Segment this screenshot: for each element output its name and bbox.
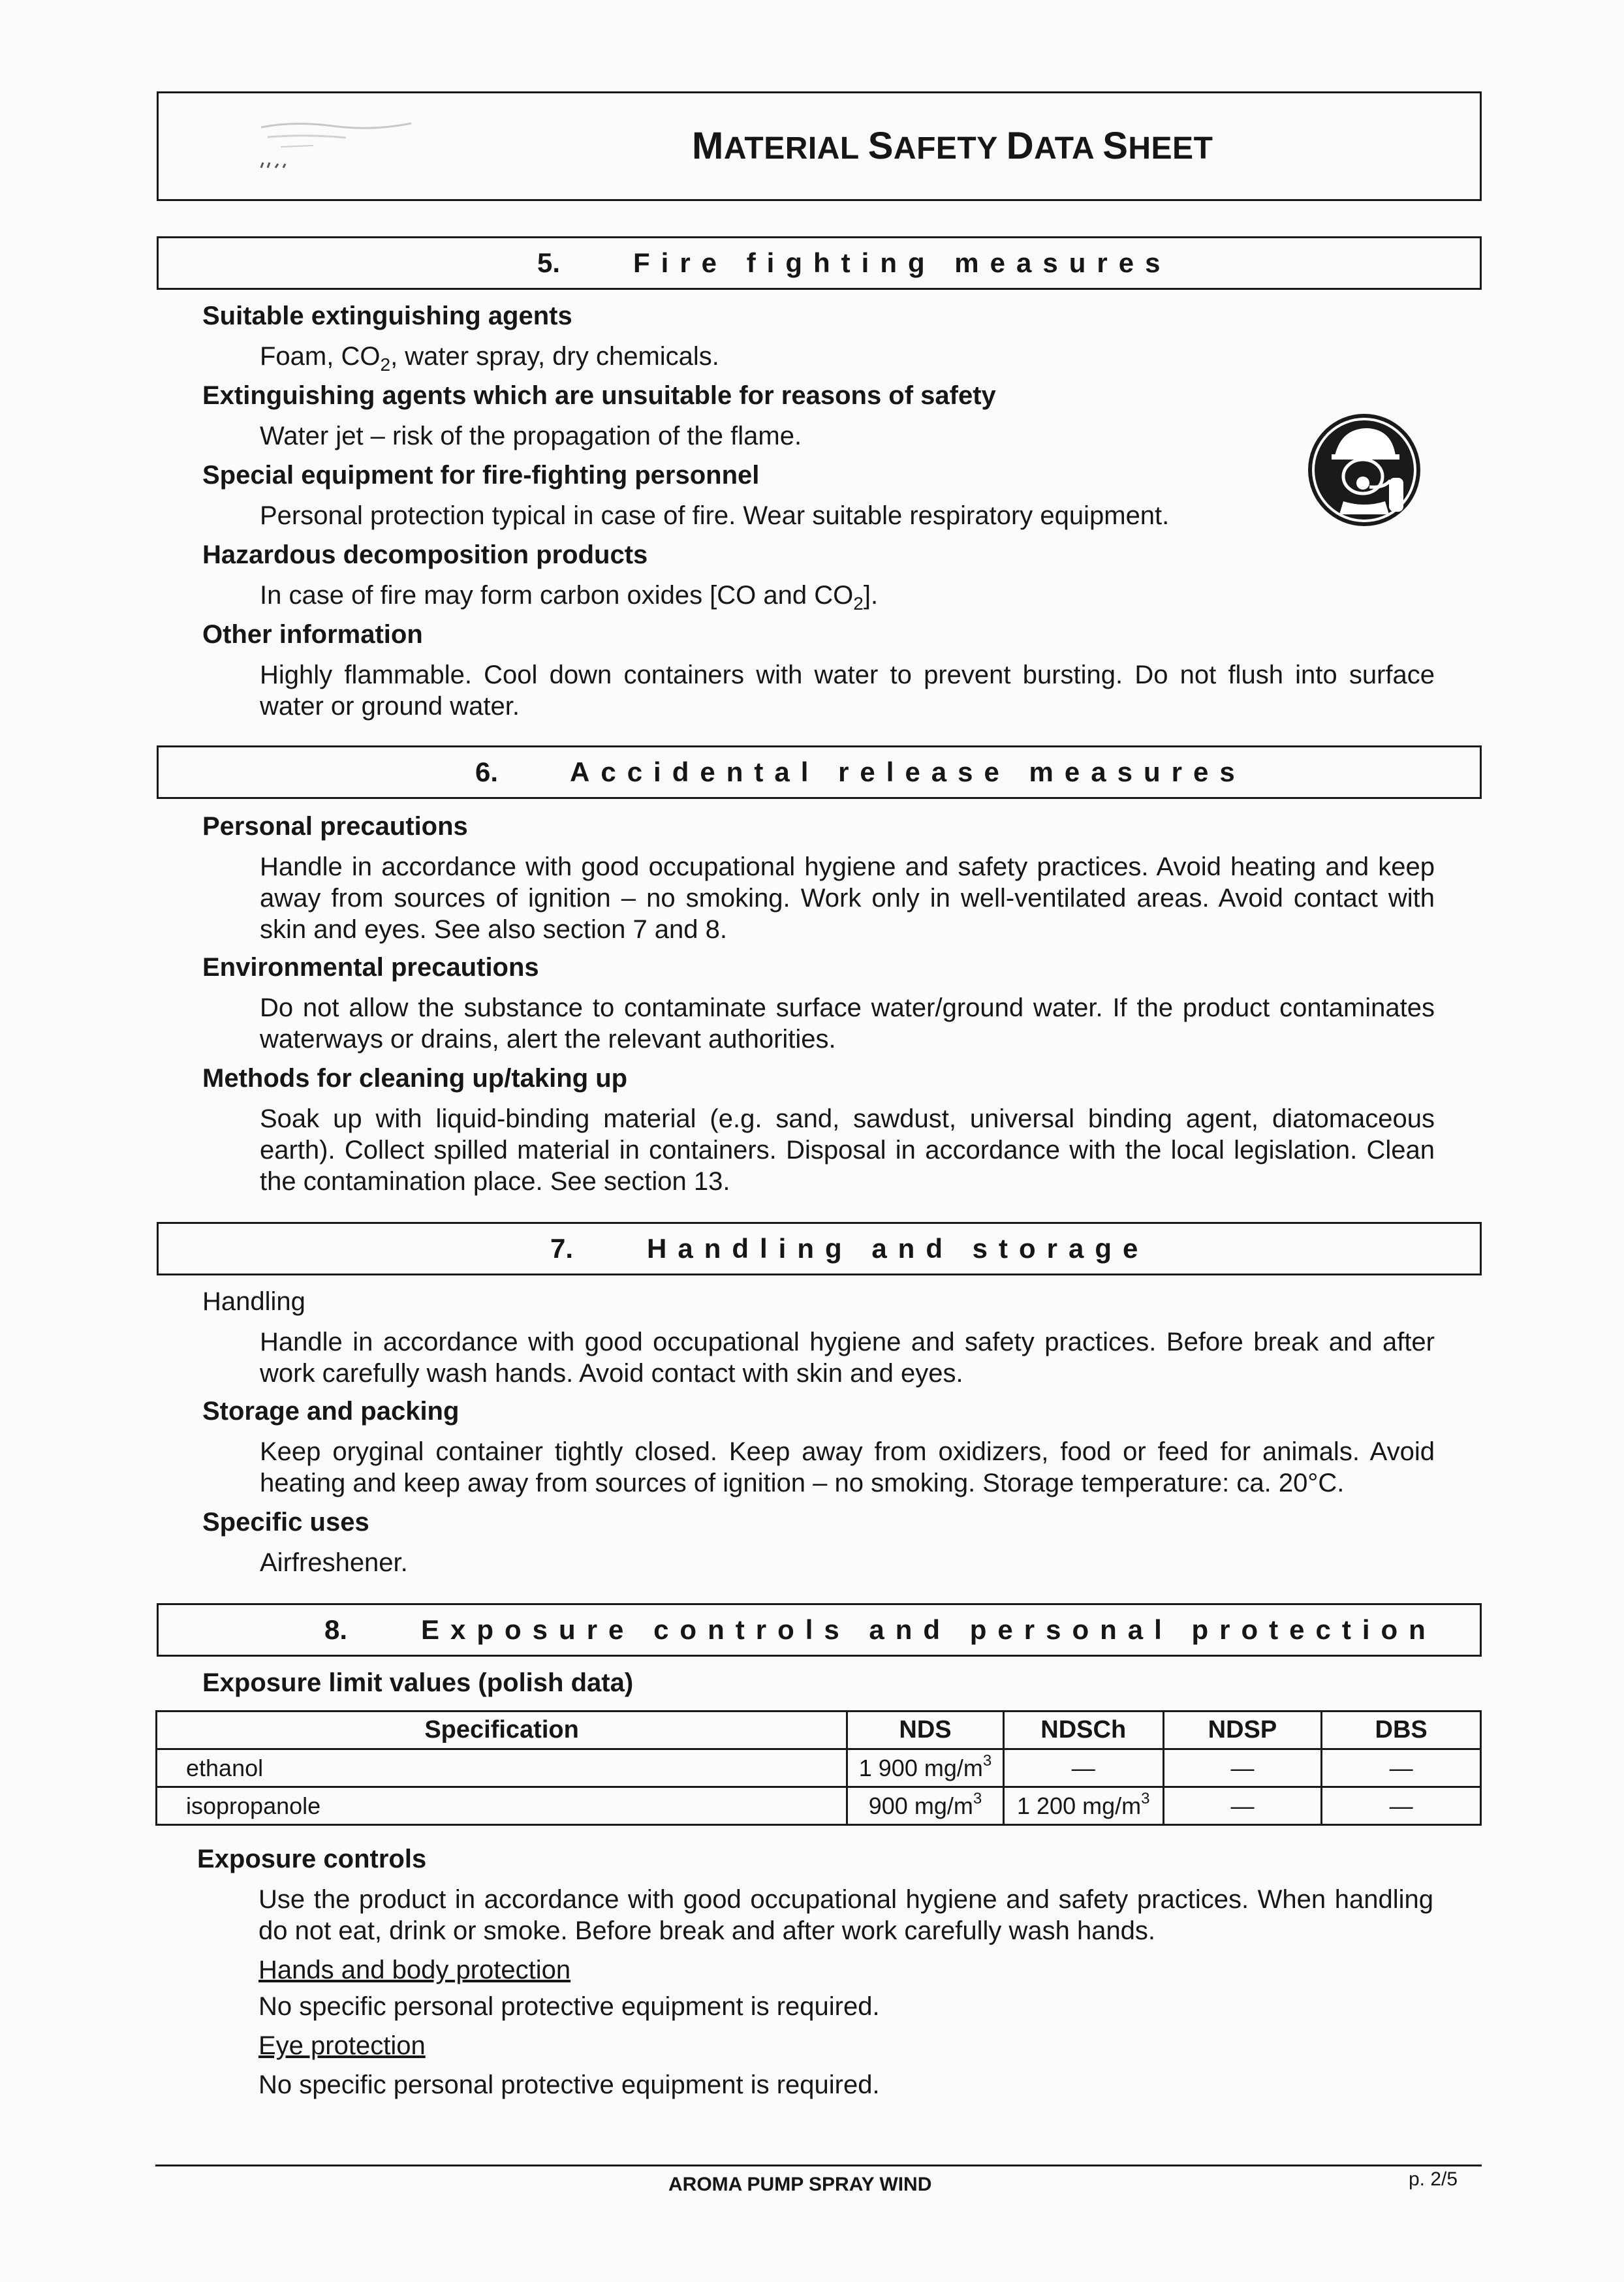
table-row	[157, 1749, 1481, 1787]
text-eye-protection: No specific personal protective equipment is required.	[258, 2071, 880, 2099]
cell-nds: 1 900 $mg/m^3$	[847, 1749, 1004, 1787]
heading-other-information: Other information	[202, 620, 423, 649]
firefighter-respirator-icon	[1305, 410, 1426, 534]
cell-specification: ethanol	[157, 1749, 847, 1787]
cell-specification: isopropanole	[157, 1787, 847, 1825]
subheading-hands-body-protection: Hands and body protection	[258, 1956, 571, 1984]
text-hands-body-protection: No specific personal protective equipment is required.	[258, 1992, 880, 2021]
footer-product-name: AROMA PUMP SPRAY WIND	[668, 2174, 932, 2195]
text-special-equipment: Personal protection typical in case of fire. Wear suitable respiratory equipment.	[260, 501, 1170, 530]
text-specific-uses: Airfreshener.	[260, 1548, 408, 1577]
text-decomposition-products: In case of fire may form carbon oxides [CO and $CO_2$].	[260, 581, 879, 614]
document-title: MATERIAL SAFETY DATA SHEET	[692, 125, 1213, 167]
column-header-specification: Specification	[157, 1712, 847, 1749]
section-number: 7.	[550, 1233, 574, 1264]
section-7-header	[157, 1222, 1482, 1275]
text-cleaning-methods: Soak up with liquid-binding material (e.g. sand, sawdust, universal binding agent, diatomaceous earth). Collect spilled material in containers. Disposal in accordance with the local legislation. Clean the contamination place. See section 13.	[260, 1104, 1435, 1196]
text-environmental-precautions: Do not allow the substance to contaminate surface water/ground water. If the product contaminates waterways or drains, alert the relevant authorities.	[260, 993, 1435, 1054]
heading-environmental-precautions: Environmental precautions	[202, 953, 539, 982]
heading-suitable-agents: Suitable extinguishing agents	[202, 302, 572, 330]
text-exposure-controls: Use the product in accordance with good occupational hygiene and safety practices. When handling do not eat, drink or smoke. Before break and after work carefully wash hands.	[258, 1885, 1433, 1945]
section-title: Exposure controls and personal protection	[421, 1614, 1437, 1645]
column-header-ndsp: NDSP	[1163, 1712, 1322, 1749]
heading-cleaning-methods: Methods for cleaning up/taking up	[202, 1064, 628, 1093]
section-title: Accidental release measures	[570, 757, 1246, 787]
text-handling: Handle in accordance with good occupational hygiene and safety practices. Before break and after work carefully wash hands. Avoid contact with skin and eyes.	[260, 1328, 1435, 1388]
heading-handling: Handling	[202, 1287, 305, 1316]
heading-decomposition-products: Hazardous decomposition products	[202, 540, 648, 569]
footer-page-number: p. 2/5	[1409, 2168, 1458, 2190]
text-unsuitable-agents: Water jet – risk of the propagation of the flame.	[260, 422, 802, 450]
heading-special-equipment: Special equipment for fire-fighting personnel	[202, 461, 760, 490]
section-5-header	[157, 236, 1482, 290]
column-header-ndsch: NDSCh	[1003, 1712, 1163, 1749]
heading-personal-precautions: Personal precautions	[202, 812, 468, 841]
section-number: 8.	[324, 1614, 348, 1645]
column-header-nds: NDS	[847, 1712, 1004, 1749]
cell-ndsch: 1 200 $mg/m^3$	[1003, 1787, 1163, 1825]
section-title: Handling and storage	[647, 1233, 1149, 1264]
section-8-header	[157, 1603, 1482, 1657]
heading-unsuitable-agents: Extinguishing agents which are unsuitable for reasons of safety	[202, 381, 996, 410]
cell-dbs: —	[1322, 1787, 1481, 1825]
section-number: 5.	[537, 247, 561, 278]
cell-dbs: —	[1322, 1749, 1481, 1787]
table-row	[157, 1787, 1481, 1825]
cell-nds: 900 $mg/m^3$	[847, 1787, 1004, 1825]
section-title: Fire fighting measures	[633, 247, 1172, 278]
text-suitable-agents: Foam, $CO_2$, water spray, dry chemicals.	[260, 342, 719, 375]
text-personal-precautions: Handle in accordance with good occupational hygiene and safety practices. Avoid heating and keep away from sources of ignition – no smoking. Work only in well-ventilated areas. Avoid contact with skin and eyes. See also section 7 and 8.	[260, 852, 1435, 944]
column-header-dbs: DBS	[1322, 1712, 1481, 1749]
heading-exposure-limits: Exposure limit values (polish data)	[202, 1668, 634, 1697]
heading-storage-packing: Storage and packing	[202, 1397, 460, 1426]
cell-ndsp: —	[1163, 1787, 1322, 1825]
text-storage-packing: Keep oryginal container tightly closed. Keep away from oxidizers, food or feed for animals. Avoid heating and keep away from sources of ignition – no smoking. Storage temperature: ca. 20°C.	[260, 1437, 1435, 1497]
section-number: 6.	[475, 757, 499, 787]
heading-specific-uses: Specific uses	[202, 1508, 369, 1537]
cell-ndsch: —	[1003, 1749, 1163, 1787]
heading-exposure-controls: Exposure controls	[197, 1845, 427, 1873]
subheading-eye-protection: Eye protection	[258, 2031, 426, 2060]
exposure-limits-table	[155, 1710, 1482, 1826]
section-6-header	[157, 745, 1482, 799]
cell-ndsp: —	[1163, 1749, 1322, 1787]
text-other-information: Highly flammable. Cool down containers with water to prevent bursting. Do not flush into surface water or ground water.	[260, 661, 1435, 721]
faded-logo	[255, 108, 450, 173]
footer-divider	[155, 2165, 1482, 2166]
table-header-row	[157, 1712, 1481, 1749]
